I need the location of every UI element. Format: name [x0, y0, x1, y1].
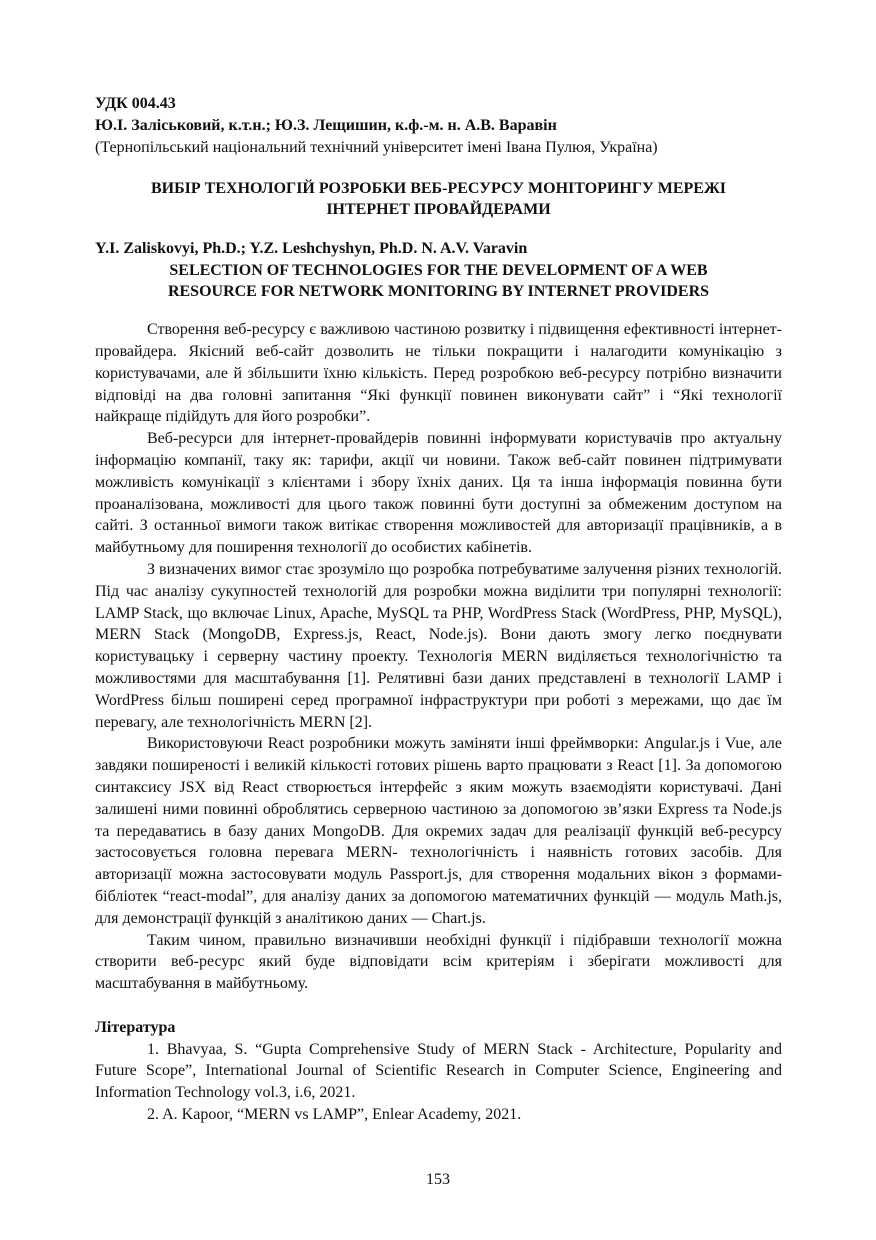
authors-en: Y.I. Zaliskovyi, Ph.D.; Y.Z. Leshchyshyn, Ph.D. N. A.V. Varavin	[95, 240, 528, 258]
reference-item: 2. A. Kapoor, “MERN vs LAMP”, Enlear Academy, 2021.	[147, 1106, 522, 1124]
title-ua-line-1: ВИБІР ТЕХНОЛОГІЙ РОЗРОБКИ ВЕБ-РЕСУРСУ МОНІТОРИНГУ МЕРЕЖІ	[150, 180, 727, 198]
title-en-line-1: SELECTION OF TECHNOLOGIES FOR THE DEVELOPMENT OF A WEB	[169, 262, 708, 280]
article-body	[95, 319, 782, 995]
authors-ua: Ю.І. Заліськовий, к.т.н.; Ю.З. Лещишин, к.ф.-м. н. А.В. Варавін	[95, 116, 557, 134]
title-ua	[95, 178, 782, 220]
article	[95, 93, 782, 1126]
title-en	[95, 260, 782, 302]
references-heading: Література	[95, 1018, 176, 1036]
page-number: 153	[426, 1171, 450, 1188]
title-ua-line-2: ІНТЕРНЕТ ПРОВАЙДЕРАМИ	[326, 201, 551, 219]
paragraph: З визначених вимог стає зрозуміло що розробка потребуватиме залучення різних технологій. Під час аналізу сукупностей технологій для розробки можна виділити три популярні технології: LAMP Stack, що включає Linux, Apache, MySQL та PHP, WordPress Stack (WordPress, PHP, MySQL), MERN Stack (MongoDB, Express.js, React, Node.js). Вони дають змогу легко поєднувати користувацьку і серверну частину проекту. Технологія MERN виділяється технологічністю та можливостями для масштабування [1]. Релятивні бази даних представлені в технології LAMP і WordPress більш поширені серед програмної інфраструктури при роботі з мережами, що дає їм перевагу, але технологічність MERN [2].	[95, 560, 782, 731]
reference-item: 1. Bhavyaa, S. “Gupta Comprehensive Study of MERN Stack - Architecture, Popularity and Future Scope”, International Journal of Scientific Research in Computer Science, Engineering and Information Technology vol.3, i.6, 2021.	[95, 1040, 782, 1102]
paragraph: Використовуючи React розробники можуть заміняти інші фреймворки: Angular.js і Vue, але завдяки поширеності і великій кількості готових рішень варто працювати з React [1]. За допомогою синтаксису JSX від React створюється інтерфейс з яким можуть взаємодіяти користувачі. Дані залишені ними повинні оброблятись серверною частиною за допомогою зв’язки Express та Node.js та передаватись в базу даних MongoDB. Для окремих задач для реалізації функцій веб-ресурсу застосовується головна перевага MERN- технологічність і наявність готових засобів. Для авторизації можна застосовувати модуль Passport.js, для створення модальних вікон з формами- бібліотек “react-modal”, для аналізу даних за допомогою математичних функцій — модуль Math.js, для демонстрації функцій з аналітикою даних — Chart.js.	[95, 735, 782, 927]
title-en-line-2: RESOURCE FOR NETWORK MONITORING BY INTERNET PROVIDERS	[167, 283, 710, 301]
paragraph: Таким чином, правильно визначивши необхідні функції і підібравши технології можна створити веб-ресурс який буде відповідати всім критеріям і зберігати можливості для масштабування в майбутньому.	[95, 931, 782, 993]
affiliation: (Тернопільський національний технічний університет імені Івана Пулюя, Україна)	[95, 138, 658, 156]
udc-code: УДК 004.43	[95, 95, 176, 112]
references-list	[95, 1039, 782, 1126]
paragraph: Веб-ресурси для інтернет-провайдерів повинні інформувати користувачів про актуальну інформацію компанії, таку як: тарифи, акції чи новини. Також веб-сайт повинен підтримувати можливість комунікації з клієнтами і збору їхніх даних. Ця та інша інформація повинна бути проаналізована, можливості для цього також повинні бути доступні за обмеженим доступом на сайті. З останньої вимоги також витікає створення можливостей для авторизації працівників, а в майбутньому для поширення технології до особистих кабінетів.	[95, 430, 782, 557]
paragraph: Створення веб-ресурсу є важливою частиною розвитку і підвищення ефективності інтернет-провайдера. Якісний веб-сайт дозволить не тільки покращити і налагодити комунікацію з користувачами, але й збільшити їхню кількість. Перед розробкою веб-ресурсу потрібно визначити відповіді на два головні запитання “Які функції повинен виконувати сайт” і “Які технології найкраще підійдуть для його розробки”.	[95, 321, 782, 426]
